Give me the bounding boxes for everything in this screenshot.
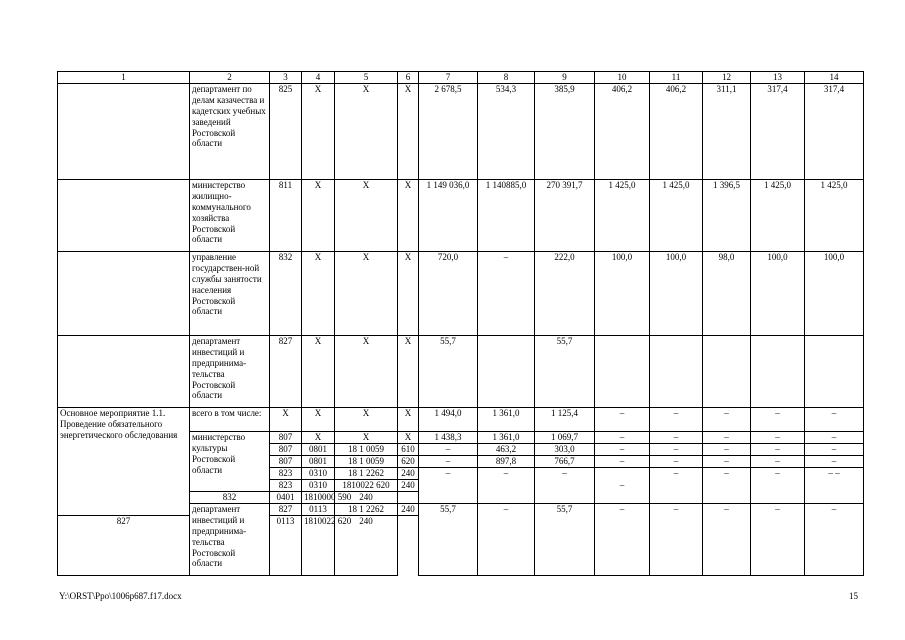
table-cell-r6-c14: – [805, 443, 864, 455]
table-cell-r12-c5: 1810022 620 [302, 515, 335, 575]
table-cell-r2-c1 [58, 251, 190, 335]
table-cell-r8-c7: – [419, 467, 478, 503]
table-cell-r4-c11: – [650, 407, 703, 431]
table-cell-r0-c13: 317,4 [751, 83, 805, 179]
table-cell-r3-c2: департамент инвестиций и предпринима-тельства Ростовской области [190, 335, 270, 407]
table-cell-r4-c1: Основное мероприятие 1.1. Проведение обязательного энергетического обследования [58, 407, 190, 515]
table-row [58, 335, 864, 407]
table-cell-r4-c9: 1 125,4 [535, 407, 595, 431]
table-cell-r4-c5: X [335, 407, 398, 431]
table-cell-r2-c12: 98,0 [703, 251, 751, 335]
table-cell-r1-c2: министерство жилищно-коммунального хозяйства Ростовской области [190, 179, 270, 251]
table-cell-r3-c14 [805, 335, 864, 407]
table-cell-r6-c11: – [650, 443, 703, 455]
table-cell-r0-c14: 317,4 [805, 83, 864, 179]
table-cell-r2-c5: X [335, 251, 398, 335]
table-cell-r4-c13: – [751, 407, 805, 431]
table-cell-r8-c5: 18 1 2262 [335, 467, 398, 479]
table-cell-r1-c5: X [335, 179, 398, 251]
table-cell-r8-c9: – [535, 467, 595, 503]
table-cell-r7-c9: 766,7 [535, 455, 595, 467]
table-cell-r7-c5: 18 1 0059 [335, 455, 398, 467]
table-cell-r6-c3: 807 [270, 443, 302, 455]
table-cell-r9-c6: 240 [398, 479, 419, 491]
table-cell-r7-c8: 897,8 [478, 455, 535, 467]
table-cell-r3-c10 [595, 335, 650, 407]
table-cell-r3-c7: 55,7 [419, 335, 478, 407]
table-cell-r3-c12 [703, 335, 751, 407]
footer-file-path: Y:\ORST\Ppo\1006p687.f17.docx [59, 591, 182, 601]
table-cell-r1-c11: 1 425,0 [650, 179, 703, 251]
table-cell-r0-c1 [58, 83, 190, 179]
column-header-5: 5 [335, 72, 398, 84]
table-cell-r5-c14: – [805, 431, 864, 443]
table-cell-r6-c4: 0801 [302, 443, 335, 455]
column-header-3: 3 [270, 72, 302, 84]
table-cell-r3-c8 [478, 335, 535, 407]
table-cell-r4-c4: X [302, 407, 335, 431]
table-cell-r2-c6: X [398, 251, 419, 335]
table-cell-r3-c13 [751, 335, 805, 407]
table-cell-r1-c9: 270 391,7 [535, 179, 595, 251]
table-row [58, 251, 864, 335]
table-cell-r5-c6: X [398, 431, 419, 443]
table-cell-r2-c8: – [478, 251, 535, 335]
table-cell-r2-c4: X [302, 251, 335, 335]
table-cell-r4-c12: – [703, 407, 751, 431]
table-cell-r1-c14: 1 425,0 [805, 179, 864, 251]
table-cell-r11-c5: 18 1 2262 [335, 503, 398, 515]
table-cell-r9-c3: 823 [270, 479, 302, 491]
table-cell-r3-c4: X [302, 335, 335, 407]
table-cell-r10-c5: 1810000 590 [302, 491, 335, 503]
table-row [58, 179, 864, 251]
table-cell-r9-c5: 1810022 620 [335, 479, 398, 491]
table-cell-r12-c4: 0113 [270, 515, 302, 575]
column-header-10: 10 [595, 72, 650, 84]
table-cell-r1-c13: 1 425,0 [751, 179, 805, 251]
table-cell-r6-c10: – [595, 443, 650, 455]
header-row [58, 72, 864, 84]
table-cell-r5-c11: – [650, 431, 703, 443]
table-cell-r0-c4: X [302, 83, 335, 179]
table-cell-r8-c11: – [650, 467, 703, 503]
table-cell-r2-c2: управление государствен-ной службы занятости населения Ростовской области [190, 251, 270, 335]
table-cell-r4-c2: всего в том числе: [190, 407, 270, 431]
table-cell-r8-c4: 0310 [302, 467, 335, 479]
table-cell-r7-c4: 0801 [302, 455, 335, 467]
table-cell-r0-c12: 311,1 [703, 83, 751, 179]
table-cell-r2-c14: 100,0 [805, 251, 864, 335]
table-cell-r0-c10: 406,2 [595, 83, 650, 179]
table-cell-r11-c2: департамент инвестиций и предпринима-тельства Ростовской области [190, 503, 270, 575]
table-cell-r7-c6: 620 [398, 455, 419, 467]
table-cell-r1-c12: 1 396,5 [703, 179, 751, 251]
table-cell-r0-c2: департамент по делам казачества и кадетских учебных заведений Ростовской области [190, 83, 270, 179]
table-cell-r7-c3: 807 [270, 455, 302, 467]
table-cell-r3-c5: X [335, 335, 398, 407]
table-cell-r11-c12: – [703, 503, 751, 575]
table-cell-r10-c4: 0401 [270, 491, 302, 503]
column-header-11: 11 [650, 72, 703, 84]
table-cell-r8-c8: – [478, 467, 535, 503]
table-cell-r4-c6: X [398, 407, 419, 431]
table-cell-r7-c7: – [419, 455, 478, 467]
table-cell-r3-c1 [58, 335, 190, 407]
table-cell-r6-c7: – [419, 443, 478, 455]
page-number: 15 [849, 591, 858, 601]
table-cell-r8-c10: – [595, 467, 650, 503]
table-cell-r2-c7: 720,0 [419, 251, 478, 335]
table-cell-r11-c7: 55,7 [419, 503, 478, 575]
column-header-12: 12 [703, 72, 751, 84]
table-cell-r10-c6: 240 [335, 491, 398, 503]
table-cell-r9-c4: 0310 [302, 479, 335, 491]
table-row [58, 407, 864, 431]
table-cell-r0-c11: 406,2 [650, 83, 703, 179]
table-cell-r6-c8: 463,2 [478, 443, 535, 455]
table-cell-r11-c13: – [751, 503, 805, 575]
table-cell-r5-c9: 1 069,7 [535, 431, 595, 443]
table-cell-r12-c6: 240 [335, 515, 398, 575]
table-row [58, 83, 864, 179]
table-cell-r12-c3: 827 [58, 515, 190, 575]
table-cell-r11-c4: 0113 [302, 503, 335, 515]
table-cell-r5-c2: министерство культуры Ростовской области [190, 431, 270, 491]
table-cell-r6-c9: 303,0 [535, 443, 595, 455]
table-cell-r11-c8: – [478, 503, 535, 575]
table-cell-r5-c13: – [751, 431, 805, 443]
table-cell-r4-c8: 1 361,0 [478, 407, 535, 431]
column-header-1: 1 [58, 72, 190, 84]
table-cell-r5-c8: 1 361,0 [478, 431, 535, 443]
table-cell-r5-c4: X [302, 431, 335, 443]
table-cell-r6-c6: 610 [398, 443, 419, 455]
table-cell-r8-c13: – [751, 467, 805, 503]
column-header-6: 6 [398, 72, 419, 84]
table-cell-r2-c11: 100,0 [650, 251, 703, 335]
table-cell-r3-c3: 827 [270, 335, 302, 407]
table-cell-r11-c10: – [595, 503, 650, 575]
table-cell-r1-c6: X [398, 179, 419, 251]
table-cell-r8-c12: – [703, 467, 751, 503]
table-cell-r7-c13: – [751, 455, 805, 467]
table-cell-r4-c14: – [805, 407, 864, 431]
table-cell-r11-c3: 827 [270, 503, 302, 515]
table-cell-r1-c1 [58, 179, 190, 251]
column-header-8: 8 [478, 72, 535, 84]
table-cell-r2-c13: 100,0 [751, 251, 805, 335]
table-cell-r1-c8: 1 140885,0 [478, 179, 535, 251]
table-cell-r5-c7: 1 438,3 [419, 431, 478, 443]
table-cell-r8-c14: – – [805, 467, 864, 503]
column-header-14: 14 [805, 72, 864, 84]
table-cell-r8-c6: 240 [398, 467, 419, 479]
table-cell-r6-c13: – [751, 443, 805, 455]
table-cell-r3-c6: X [398, 335, 419, 407]
table-cell-r7-c14: – [805, 455, 864, 467]
table-cell-r5-c3: 807 [270, 431, 302, 443]
table-cell-r4-c7: 1 494,0 [419, 407, 478, 431]
table-cell-r5-c10: – [595, 431, 650, 443]
table-cell-r10-c3: 832 [190, 491, 270, 503]
column-header-2: 2 [190, 72, 270, 84]
table-cell-r4-c10: – [595, 407, 650, 431]
table-cell-r5-c5: X [335, 431, 398, 443]
table-cell-r0-c5: X [335, 83, 398, 179]
table-cell-r0-c8: 534,3 [478, 83, 535, 179]
table-cell-r3-c9: 55,7 [535, 335, 595, 407]
table-cell-r7-c10: – [595, 455, 650, 467]
table-cell-r2-c10: 100,0 [595, 251, 650, 335]
table-cell-r11-c9: 55,7 [535, 503, 595, 575]
table-cell-r0-c7: 2 678,5 [419, 83, 478, 179]
table-cell-r6-c12: – [703, 443, 751, 455]
column-header-9: 9 [535, 72, 595, 84]
table-cell-r5-c12: – [703, 431, 751, 443]
table-cell-r11-c11: – [650, 503, 703, 575]
table-cell-r6-c5: 18 1 0059 [335, 443, 398, 455]
table-cell-r11-c6: 240 [398, 503, 419, 515]
budget-table [57, 71, 864, 576]
table-cell-r4-c3: X [270, 407, 302, 431]
column-header-7: 7 [419, 72, 478, 84]
table-cell-r2-c3: 832 [270, 251, 302, 335]
table-cell-r3-c11 [650, 335, 703, 407]
table-cell-r0-c9: 385,9 [535, 83, 595, 179]
table-cell-r1-c7: 1 149 036,0 [419, 179, 478, 251]
table-cell-r0-c3: 825 [270, 83, 302, 179]
table-cell-r1-c3: 811 [270, 179, 302, 251]
table-cell-r1-c4: X [302, 179, 335, 251]
table-cell-r11-c14: – [805, 503, 864, 575]
column-header-4: 4 [302, 72, 335, 84]
table-cell-r2-c9: 222,0 [535, 251, 595, 335]
table-cell-r0-c6: X [398, 83, 419, 179]
table-cell-r7-c11: – [650, 455, 703, 467]
table-cell-r1-c10: 1 425,0 [595, 179, 650, 251]
table-cell-r8-c3: 823 [270, 467, 302, 479]
table-cell-r7-c12: – [703, 455, 751, 467]
column-header-13: 13 [751, 72, 805, 84]
